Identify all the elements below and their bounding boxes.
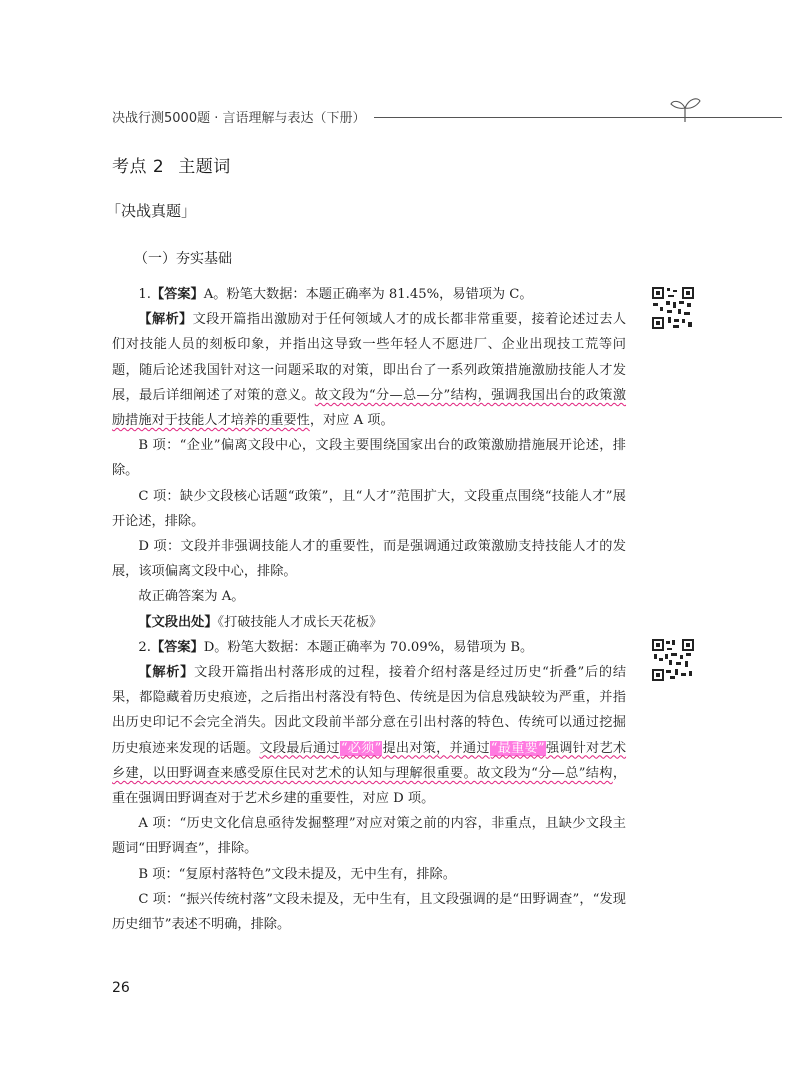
section-number: 考点 2 — [112, 157, 165, 177]
highlight-most-important: “最重要” — [490, 740, 545, 756]
subsection-title: （一）夯实基础 — [134, 251, 232, 267]
q1-option-c: C 项：缺少文段核心话题“政策”，且“人才”范围扩大，文段重点围绕“技能人才”展开论述，排除。 — [112, 488, 626, 529]
header-rule — [374, 117, 782, 118]
answer-label: 【答案】 — [150, 287, 204, 302]
source-label: 【文段出处】 — [138, 614, 218, 630]
analysis-label: 【解析】 — [138, 665, 195, 681]
q1-answer: A。粉笔大数据：本题正确率为 81.45%，易错项为 C。 — [203, 287, 533, 302]
q2-analysis: 【解析】文段开篇指出村落形成的过程，接着介绍村落是经过历史“折叠”后的结果，都隐藏着历史痕迹，之后指出村落没有特色、传统是因为信息残缺较为严重，并指出历史印记不会完全消失。因此文段前半部分意在引出村落的特色、传统可以通过挖掘历史痕迹来发现的话题。文段最后通过“必须”提出对策，并通过“最重要”强调针对艺术乡建，以田野调查来感受原住民对艺术的认知与理解很重要。故文段为“分—总”结构，重在强调田野调查对于艺术乡建的重要性，对应 D 项。 — [112, 665, 627, 807]
page-number: 26 — [112, 980, 130, 996]
sprout-icon — [668, 94, 702, 124]
section-title — [112, 152, 231, 177]
q1-option-d: D 项：文段并非强调技能人才的重要性，而是强调通过政策激励支持技能人才的发展，该项偏离文段中心，排除。 — [112, 539, 626, 580]
q2-key-sentence: 文段最后通过“必须”提出对策，并通过“最重要”强调针对艺术乡建，以田野调查来感受原住民对艺术的认知与理解很重要。故文段为“分—总”结构 — [112, 740, 627, 781]
q1-key-sentence: 故文段为“分—总—分”结构，强调我国出台的政策激励措施对于技能人才培养的重要性 — [112, 387, 627, 429]
q2-option-a: A 项：“历史文化信息亟待发掘整理”对应对策之前的内容，非重点，且缺少文段主题词“田野调查”，排除。 — [112, 816, 626, 857]
answer-label: 【答案】 — [150, 639, 204, 655]
running-header — [112, 105, 712, 131]
q1-source: 【文段出处】《打破技能人才成长天花板》 — [138, 614, 383, 630]
book-title: 决战行测5000题 · 言语理解与表达（下册） — [112, 111, 366, 126]
q2-answer-line: 2.【答案】D。粉笔大数据：本题正确率为 70.09%，易错项为 B。 — [138, 639, 534, 655]
analysis-label: 【解析】 — [138, 312, 193, 328]
highlight-must: “必须” — [340, 740, 382, 756]
q1-analysis: 【解析】文段开篇指出激励对于任何领域人才的成长都非常重要，接着论述过去人们对技能人员的刻板印象，并指出这导致一些年轻人不愿进厂、企业出现技工荒等问题，随后论述我国针对这一问题采取的对策，即出台了一系列政策措施激励技能人才发展，最后详细阐述了对策的意义。故文段为“分—总—分”结构，强调我国出台的政策激励措施对于技能人才培养的重要性，对应 A 项。 — [112, 312, 627, 429]
answer-content — [112, 282, 626, 937]
q2-answer: D。粉笔大数据：本题正确率为 70.09%，易错项为 B。 — [203, 639, 534, 655]
q1-option-b: B 项：“企业”偏离文段中心，文段主要围绕国家出台的政策激励措施展开论述，排除。 — [112, 438, 626, 479]
q2-option-c: C 项：“振兴传统村落”文段未提及，无中生有，且文段强调的是“田野调查”，“发现历史细节”表述不明确，排除。 — [112, 891, 626, 933]
q2-option-b: B 项：“复原村落特色”文段未提及，无中生有，排除。 — [138, 866, 456, 882]
section-name: 主题词 — [178, 157, 231, 177]
qr-code-icon[interactable] — [651, 286, 695, 330]
q1-answer-line: 1.【答案】A。粉笔大数据：本题正确率为 81.45%，易错项为 C。 — [138, 287, 533, 302]
q1-conclusion: 故正确答案为 A。 — [138, 589, 245, 605]
qr-code-icon[interactable] — [651, 638, 695, 682]
real-exam-heading: 「决战真题」 — [106, 202, 197, 220]
